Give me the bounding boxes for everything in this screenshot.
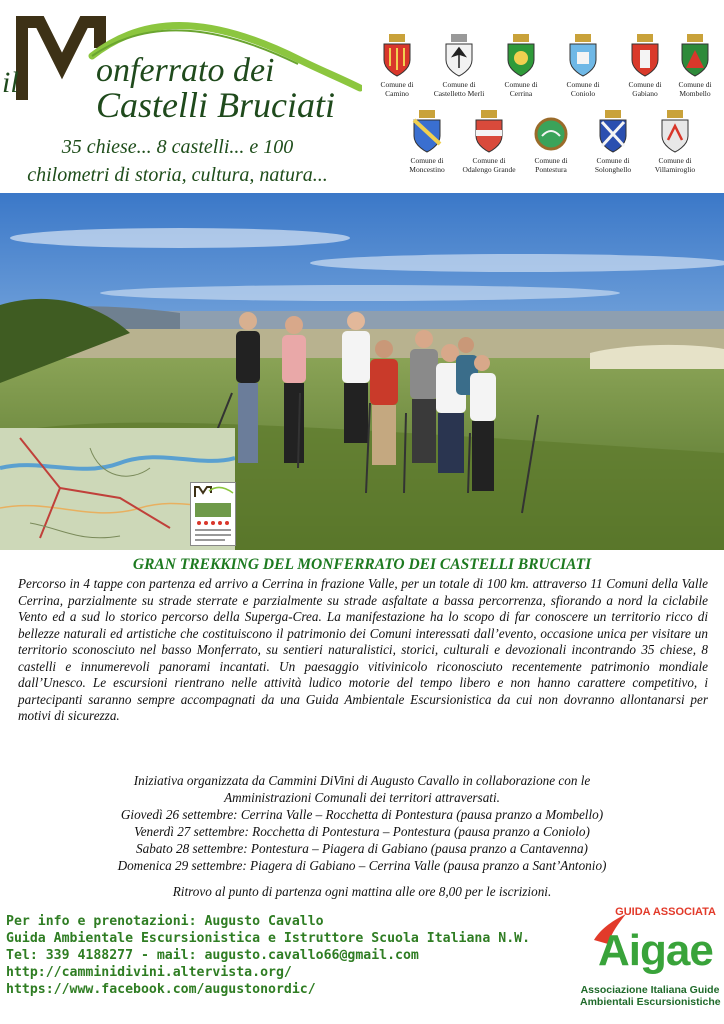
event-logo [0, 0, 362, 190]
crest-villamiroglio: Comune di Villamiroglio [644, 110, 706, 174]
contact-website-link[interactable]: http://camminidivini.altervista.org/ [6, 965, 292, 980]
crest-cerrina: Comune di Cerrina [490, 34, 552, 98]
coat-of-arms-icon [380, 34, 414, 78]
organizer-line2: Amministrazioni Comunali dei territori attraversati. [224, 790, 500, 805]
poster-thumbnail-graphic [191, 483, 235, 545]
coat-of-arms-icon [658, 110, 692, 154]
logo-title-line1: onferrato dei [96, 52, 275, 89]
tagline-line2: chilometri di storia, cultura, natura... [27, 164, 328, 186]
stage-sunday: Domenica 29 settembre: Piagera di Gabiano – Cerrina Valle (pausa pranzo a Sant’Antonio) [117, 858, 607, 873]
crest-castelletto-merli: Comune di Castelletto Merli [428, 34, 490, 98]
coat-of-arms-icon [442, 34, 476, 78]
contact-role: Guida Ambientale Escursionistica e Istruttore Scuola Italiana N.W. [6, 931, 531, 946]
coat-of-arms-icon [472, 110, 506, 154]
logo-il-text: il [2, 66, 19, 99]
contact-facebook-link[interactable]: https://www.facebook.com/augustonordic/ [6, 982, 316, 997]
meeting-point-note: Ritrovo al punto di partenza ogni mattina alle ore 8,00 per le iscrizioni. [172, 884, 552, 899]
crest-mombello: Comune di Mombello [664, 34, 724, 98]
coat-of-arms-icon [566, 34, 600, 78]
organization-schedule [0, 772, 724, 874]
contact-name: Per info e prenotazioni: Augusto Cavallo [6, 914, 324, 929]
crest-coniolo: Comune di Coniolo [552, 34, 614, 98]
crest-gabiano: Comune di Gabiano [614, 34, 676, 98]
contact-phone-email[interactable]: Tel: 339 4188277 - mail: augusto.cavallo66@gmail.com [6, 948, 419, 963]
aigae-badge-text: GUIDA ASSOCIATA [615, 906, 716, 918]
crest-moncestino: Comune di Moncestino [396, 110, 458, 174]
coat-of-arms-icon [678, 34, 712, 78]
stage-thursday: Giovedì 26 settembre: Cerrina Valle – Rocchetta di Pontestura (pausa pranzo a Mombello) [120, 807, 604, 822]
coat-of-arms-icon [534, 110, 568, 154]
coat-of-arms-icon [504, 34, 538, 78]
aigae-brand: Aigae [598, 926, 713, 975]
aigae-description: Associazione Italiana Guide Ambientali Escursionistiche [580, 984, 721, 1008]
event-description: Percorso in 4 tappe con partenza ed arrivo a Cerrina in frazione Valle, per un totale di 100 km. attraverso 11 Comuni della Valle Cerrina, parzialmente su strade sterrate e parzialmente su strade asfaltate a bassa percorrenza, sfiorando a nord la ciclabile Vento ed a sud lo storico percorso della Superga-Crea. La manifestazione ha lo scopo di far conoscere un territorio ricco di bellezze naturali ed artistiche che costituiscono il patrimonio dei Comuni interessati dall’evento, occasione unica per visitare un territorio sconosciuto nel basso Monferrato, su sentieri naturalistici, storici, culturali e devozionali incontrando 35 chiese, 8 castelli e innumerevoli panorami incantati. Un paesaggio vitivinicolo riconosciuto recentemente patrimonio mondiale dall’Unesco. Le escursioni rientrano nelle attività ludico motorie del tempo libero e non hanno carattere competitivo, i partecipanti saranno sempre accompagnati da una Guida Ambientale Escursionistica da cui non dovranno allontanarsi per motivi di sicurezza. [18, 576, 708, 723]
crest-odalengo-grande: Comune di Odalengo Grande [458, 110, 520, 174]
stage-friday: Venerdì 27 settembre: Rocchetta di Pontestura – Pontestura (pausa pranzo a Coniolo) [134, 824, 590, 839]
crest-pontestura: Comune di Pontestura [520, 110, 582, 174]
logo-title-line2: Castelli Bruciati [96, 85, 335, 125]
event-title: GRAN TREKKING DEL MONFERRATO DEI CASTELLI BRUCIATI [132, 556, 592, 573]
organizer-line1: Iniziativa organizzata da Cammini DiVini di Augusto Cavallo in collaborazione con le [133, 773, 591, 788]
stage-saturday: Sabato 28 settembre: Pontestura – Piagera di Gabiano (pausa pranzo a Cantavenna) [136, 841, 588, 856]
coat-of-arms-icon [410, 110, 444, 154]
crest-solonghello: Comune di Solonghello [582, 110, 644, 174]
municipality-crests [362, 34, 724, 194]
coat-of-arms-icon [596, 110, 630, 154]
aigae-logo [572, 904, 724, 1024]
crest-camino: Comune di Camino [366, 34, 428, 98]
coat-of-arms-icon [628, 34, 662, 78]
tagline-line1: 35 chiese... 8 castelli... e 100 [61, 136, 294, 158]
contact-info [6, 913, 566, 998]
mini-poster-thumbnail [190, 482, 236, 546]
